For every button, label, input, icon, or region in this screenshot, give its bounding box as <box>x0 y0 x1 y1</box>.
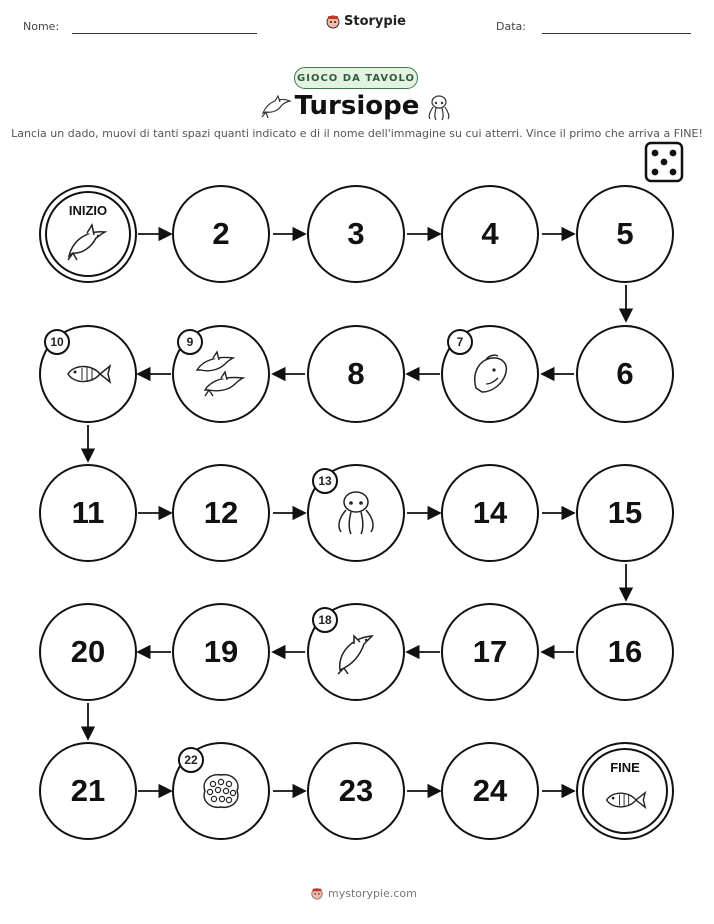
space-23[interactable]: 23 <box>307 742 405 840</box>
space-19[interactable]: 19 <box>172 603 270 701</box>
space-finish[interactable] <box>576 742 674 840</box>
page-title: Tursiope <box>294 91 420 121</box>
brand-name: Storypie <box>344 13 406 29</box>
instructions: Lancia un dado, muovi di tanti spazi quanti indicato e di il nome dell'immagine su cui atterri. Vince il primo che arriva a FINE! <box>11 127 703 140</box>
dolphin-head-icon <box>468 352 512 396</box>
space-21[interactable]: 21 <box>39 742 137 840</box>
space-12[interactable]: 12 <box>172 464 270 562</box>
space-start[interactable] <box>39 185 137 283</box>
space-13-number: 13 <box>312 468 338 494</box>
space-8[interactable]: 8 <box>307 325 405 423</box>
dolphin-icon <box>65 222 111 262</box>
storypie-mascot-icon <box>310 886 324 900</box>
fish-eggs-icon <box>199 771 243 811</box>
jumping-dolphin-icon <box>332 628 380 676</box>
category-badge: GIOCO DA TAVOLO <box>294 67 418 89</box>
footer <box>310 886 417 900</box>
space-2[interactable]: 2 <box>172 185 270 283</box>
space-22-number: 22 <box>178 747 204 773</box>
fish-icon <box>603 788 647 812</box>
date-label: Data: <box>496 20 526 33</box>
space-15[interactable]: 15 <box>576 464 674 562</box>
finish-label: FINE <box>610 760 640 775</box>
squid-icon <box>333 488 379 538</box>
space-11[interactable]: 11 <box>39 464 137 562</box>
space-14[interactable]: 14 <box>441 464 539 562</box>
space-9-number: 9 <box>177 329 203 355</box>
space-7-number: 7 <box>447 329 473 355</box>
space-6[interactable]: 6 <box>576 325 674 423</box>
start-label: INIZIO <box>68 203 108 218</box>
space-10-number: 10 <box>44 329 70 355</box>
space-4[interactable]: 4 <box>441 185 539 283</box>
space-24[interactable]: 24 <box>441 742 539 840</box>
space-20[interactable]: 20 <box>39 603 137 701</box>
space-16[interactable]: 16 <box>576 603 674 701</box>
dolphin-pod-icon <box>193 350 249 398</box>
space-3[interactable]: 3 <box>307 185 405 283</box>
footer-url[interactable]: mystorypie.com <box>328 886 417 900</box>
name-label: Nome: <box>23 20 60 33</box>
space-17[interactable]: 17 <box>441 603 539 701</box>
fish-icon <box>64 361 112 387</box>
space-5[interactable]: 5 <box>576 185 674 283</box>
space-18-number: 18 <box>312 607 338 633</box>
